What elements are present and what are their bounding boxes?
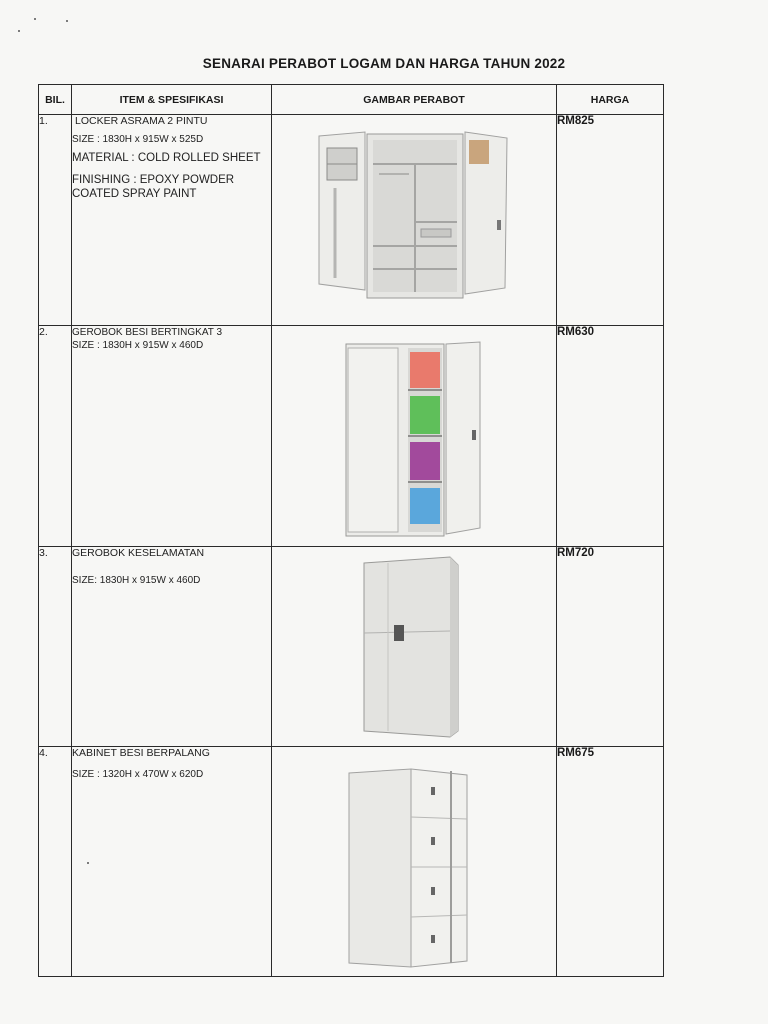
header-gambar: GAMBAR PERABOT bbox=[272, 85, 557, 115]
steel-cupboard-with-files-icon bbox=[334, 340, 494, 540]
item-price: RM825 bbox=[557, 115, 664, 326]
double-door-locker-icon bbox=[309, 128, 519, 308]
security-cupboard-icon bbox=[354, 555, 474, 740]
barred-steel-cabinet-icon bbox=[339, 767, 489, 972]
table-row bbox=[39, 326, 664, 547]
header-item: ITEM & SPESIFIKASI bbox=[72, 85, 272, 115]
furniture-image-cell bbox=[272, 115, 557, 326]
item-spec bbox=[72, 326, 272, 547]
item-size: SIZE : 1830H x 915W x 525D bbox=[72, 134, 204, 145]
item-price: RM675 bbox=[557, 747, 664, 977]
item-size: SIZE : 1320H x 470W x 620D bbox=[72, 769, 204, 780]
item-spec bbox=[72, 115, 272, 326]
header-bil: BIL. bbox=[39, 85, 72, 115]
furniture-price-table bbox=[38, 84, 664, 977]
item-size: SIZE: 1830H x 915W x 460D bbox=[72, 575, 201, 586]
item-material: MATERIAL : COLD ROLLED SHEET bbox=[72, 152, 261, 164]
furniture-image-cell bbox=[272, 326, 557, 547]
furniture-image-cell bbox=[272, 547, 557, 747]
item-name: GEROBOK BESI BERTINGKAT 3 bbox=[72, 327, 223, 338]
item-finishing: FINISHING : EPOXY POWDER COATED SPRAY PAINT bbox=[72, 174, 235, 200]
table-row bbox=[39, 747, 664, 977]
item-size: SIZE : 1830H x 915W x 460D bbox=[72, 340, 204, 351]
item-price: RM630 bbox=[557, 326, 664, 547]
furniture-image-cell bbox=[272, 747, 557, 977]
table-header-row bbox=[39, 85, 664, 115]
item-name: LOCKER ASRAMA 2 PINTU bbox=[75, 115, 208, 127]
item-spec bbox=[72, 547, 272, 747]
table-row bbox=[39, 115, 664, 326]
item-name: GEROBOK KESELAMATAN bbox=[72, 547, 205, 559]
item-spec bbox=[72, 747, 272, 977]
table-row bbox=[39, 547, 664, 747]
row-number: 1. bbox=[39, 115, 72, 326]
document-title: SENARAI PERABOT LOGAM DAN HARGA TAHUN 2022 bbox=[202, 56, 566, 71]
row-number: 4. bbox=[39, 747, 72, 977]
header-harga: HARGA bbox=[557, 85, 664, 115]
row-number: 3. bbox=[39, 547, 72, 747]
item-name: KABINET BESI BERPALANG bbox=[72, 747, 210, 759]
item-price: RM720 bbox=[557, 547, 664, 747]
row-number: 2. bbox=[39, 326, 72, 547]
